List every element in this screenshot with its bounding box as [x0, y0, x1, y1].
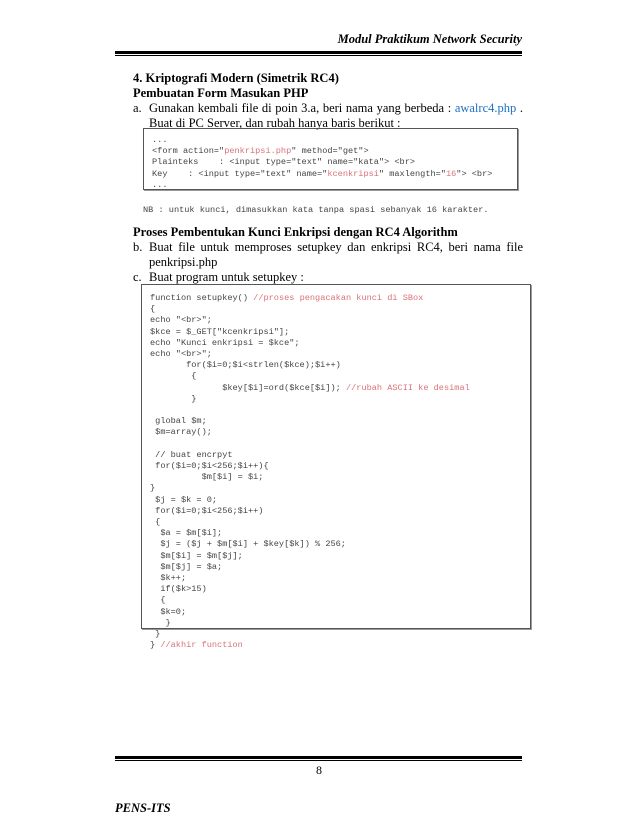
- item-b-label: b.: [133, 240, 143, 254]
- header-rule: [115, 51, 522, 56]
- code-text: "> <br>: [456, 168, 493, 179]
- code-line: [150, 461, 522, 472]
- item-a-text-after: . Buat di PC Server, dan rubah hanya baris berikut :: [149, 101, 524, 130]
- code-text: $j = $k = 0;: [150, 494, 218, 505]
- code-text: " maxlength=": [378, 168, 446, 179]
- footer-rule: [115, 756, 522, 761]
- code-text: $m[$j] = $a;: [150, 561, 223, 572]
- code-line: [150, 371, 522, 382]
- code-line: [150, 327, 522, 338]
- code-text: global $m;: [150, 416, 207, 427]
- code-line: [152, 157, 509, 168]
- code-string-or-comment: 16: [445, 168, 457, 179]
- code-line: [150, 551, 522, 562]
- page-number: 8: [316, 763, 322, 777]
- code-text: for($i=0;$i<strlen($kce);$i++): [150, 360, 341, 371]
- code-text: echo "Kunci enkripsi = $kce";: [150, 337, 300, 348]
- code-line: [152, 146, 509, 157]
- code-string-or-comment: penkripsi.php: [224, 146, 292, 157]
- code-text: }: [150, 483, 156, 494]
- section-title: 4. Kriptografi Modern (Simetrik RC4): [133, 71, 339, 85]
- code-line: [150, 539, 522, 550]
- item-c-label: c.: [133, 270, 142, 284]
- code-text: $m[$i] = $m[$j];: [150, 550, 243, 561]
- code-line: [150, 573, 522, 584]
- code-line: [150, 439, 522, 450]
- code-line: [150, 416, 522, 427]
- code-line: [150, 595, 522, 606]
- code-string-or-comment: //rubah ASCII ke desimal: [345, 382, 470, 393]
- code-line: [150, 483, 522, 494]
- code-text: echo "<br>";: [150, 349, 212, 360]
- code-line: [150, 349, 522, 360]
- code-text: }: [150, 640, 161, 651]
- code-text: echo "<br>";: [150, 315, 212, 326]
- code-text: ...: [152, 179, 168, 190]
- section2-title: Proses Pembentukan Kunci Enkripsi dengan RC4 Algorithm: [133, 225, 458, 239]
- section-subtitle: Pembuatan Form Masukan PHP: [133, 86, 309, 100]
- item-c: [133, 270, 523, 285]
- code-line: [150, 383, 522, 394]
- code-line: [150, 562, 522, 573]
- code-string-or-comment: //proses pengacakan kunci di SBox: [253, 293, 424, 303]
- code-text: {: [150, 304, 156, 315]
- code-text: $j = ($j + $m[$i] + $key[$k]) % 256;: [150, 539, 346, 550]
- code-text: // buat encrpyt: [150, 449, 233, 460]
- code-line: [150, 394, 522, 405]
- code-line: [150, 506, 522, 517]
- code-block-setupkey: [141, 284, 531, 651]
- code-text: for($i=0;$i<256;$i++): [150, 505, 264, 516]
- code-text: $key[$i]=ord($kce[$i]);: [150, 382, 346, 393]
- code-text: {: [150, 517, 161, 528]
- code-text: " method="get">: [291, 146, 369, 157]
- code-line: [150, 360, 522, 371]
- code-line: [150, 304, 522, 315]
- code-line: [150, 607, 522, 618]
- code-text: ...: [152, 135, 168, 145]
- code-text: $m=array();: [150, 427, 212, 438]
- code-string-or-comment: //akhir function: [160, 640, 243, 651]
- code-line: [150, 427, 522, 438]
- code-text: }: [150, 393, 197, 404]
- code-text: $k=0;: [150, 606, 187, 617]
- code-line: [150, 405, 522, 416]
- item-a-text: Gunakan kembali file di poin 3.a, beri nama yang berbeda :: [149, 101, 455, 115]
- code-line: [150, 495, 522, 506]
- item-b: [133, 240, 523, 270]
- code-text: }: [150, 629, 161, 640]
- code-text: $k++;: [150, 573, 187, 584]
- code-line: [150, 640, 522, 651]
- code-text: function setupkey(): [150, 293, 254, 303]
- item-a-label: a.: [133, 101, 142, 115]
- code-text: for($i=0;$i<256;$i++){: [150, 461, 269, 472]
- code-line: [150, 618, 522, 629]
- code-line: [150, 338, 522, 349]
- code-line: [150, 472, 522, 483]
- code-text: }: [150, 617, 171, 628]
- code-line: [152, 169, 509, 180]
- code-text: $m[$i] = $i;: [150, 472, 264, 483]
- code-text: Key : <input type="text" name=": [152, 168, 328, 179]
- code-line: [150, 315, 522, 326]
- item-c-text: Buat program untuk setupkey :: [149, 270, 304, 284]
- code-line: [150, 584, 522, 595]
- code-text: {: [150, 595, 166, 606]
- code-line: [150, 293, 522, 304]
- code-string-or-comment: kcenkripsi: [327, 168, 379, 179]
- code-line: [150, 629, 522, 640]
- item-b-text: Buat file untuk memproses setupkey dan enkripsi RC4, beri nama file penkripsi.php: [149, 240, 523, 269]
- code-text: Plainteks : <input type="text" name="kata"> <br>: [152, 157, 416, 168]
- filename-link: awalrc4.php: [454, 101, 517, 115]
- code-text: $a = $m[$i];: [150, 528, 223, 539]
- code-text: if($k>15): [150, 584, 207, 595]
- code-line: [152, 180, 509, 191]
- item-a: [133, 101, 523, 131]
- code-text: $kce = $_GET["kcenkripsi"];: [150, 326, 290, 337]
- code-line: [150, 517, 522, 528]
- footer-org: PENS-ITS: [115, 801, 171, 815]
- running-header: Modul Praktikum Network Security: [337, 32, 522, 46]
- code-text: <form action=": [152, 146, 225, 157]
- code-line: [150, 450, 522, 461]
- code-line: [152, 135, 509, 146]
- code-text: {: [150, 371, 197, 382]
- code-block-form: [143, 128, 518, 190]
- code-line: [150, 528, 522, 539]
- note: NB : untuk kunci, dimasukkan kata tanpa spasi sebanyak 16 karakter.: [143, 205, 489, 215]
